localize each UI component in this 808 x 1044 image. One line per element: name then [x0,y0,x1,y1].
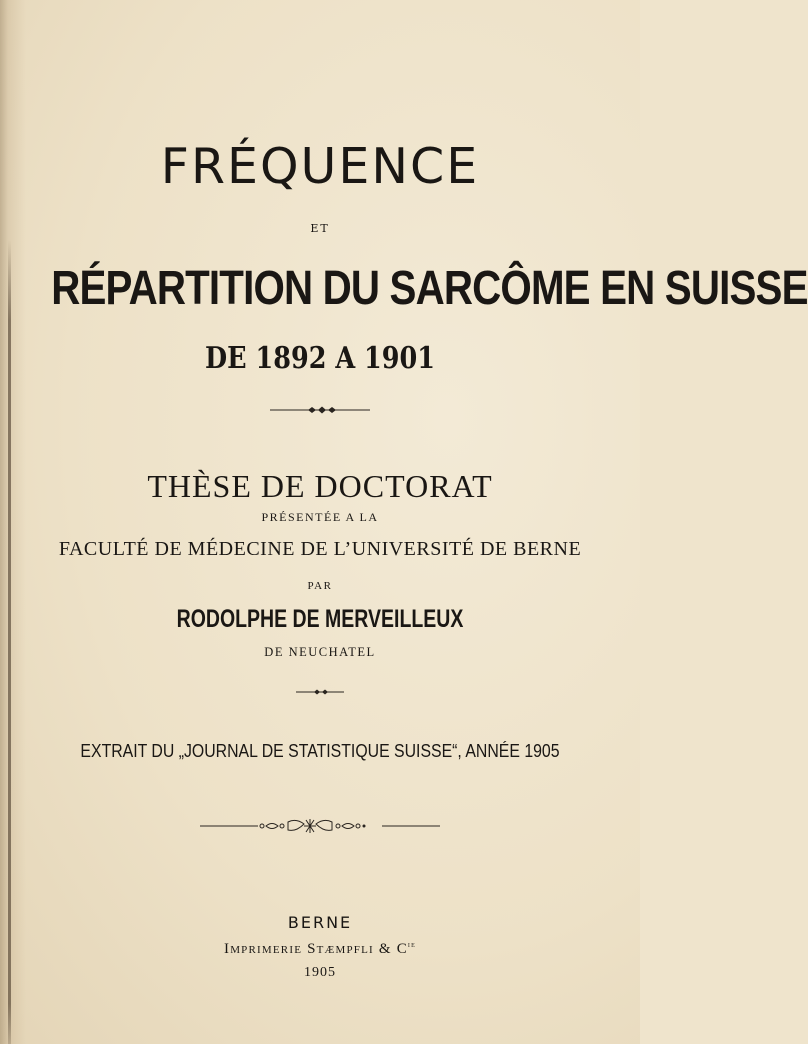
printer-name: Imprimerie Stæmpfli & [224,941,392,957]
rule-ornament-1 [270,405,370,415]
faculty-line: FACULTÉ DE MÉDECINE DE L’UNIVERSITÉ DE BERNE [58,538,582,560]
title-conjunction: ET [310,222,330,235]
by-line: PAR [307,580,333,592]
city: BERNE [287,913,353,932]
presented-line: PRÉSENTÉE A LA [261,510,379,524]
thesis-heading: THÈSE DE DOCTORAT [147,468,493,504]
printer-line [0,939,640,958]
printer-company-suffix: ie [407,939,416,949]
extract-line: EXTRAIT DU „JOURNAL DE STATISTIQUE SUISSE“, ANNÉE 1905 [80,741,560,761]
printer-company: C [396,941,408,957]
title-subtitle: RÉPARTITION DU SARCÔME EN SUISSE [51,262,808,315]
author-name: RODOLPHE DE MERVEILLEUX [176,605,464,633]
author-origin: DE NEUCHATEL [264,645,376,659]
rule-ornament-3 [200,818,440,834]
publication-year: 1905 [304,965,336,980]
rule-ornament-2 [296,687,344,697]
title-main: FRÉQUENCE [160,138,480,195]
title-years: DE 1892 A 1901 [205,341,435,376]
